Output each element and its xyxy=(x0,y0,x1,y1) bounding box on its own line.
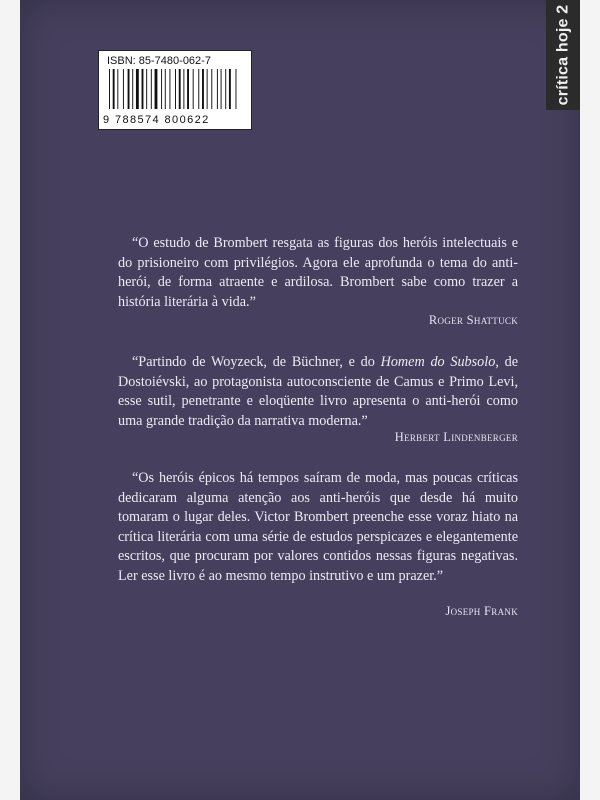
review-author-1: Roger Shattuck xyxy=(428,313,518,327)
ean-digits: 9 788574 800622 xyxy=(103,114,210,126)
review-author-2: Herbert Lindenberger xyxy=(394,430,518,444)
review-quote-3 xyxy=(118,469,518,586)
review-quote-text xyxy=(118,353,518,431)
review-quote-2 xyxy=(118,353,518,431)
review-author-3: Joseph Frank xyxy=(445,604,518,618)
quote-text-end: , de Dostoiévski, ao protagonista autoconsciente de Camus e Primo Levi, esse sutil, penetrante e eloqüente livro apresenta o anti-herói como uma grande tradição da narrativa moderna.” xyxy=(118,354,518,429)
review-quote-1 xyxy=(118,234,518,312)
isbn-text: ISBN: 85-7480-062-7 xyxy=(107,55,211,67)
review-quote-text: “O estudo de Brombert resgata as figuras dos heróis intelectuais e do prisioneiro com privilégios. Agora ele aprofunda o tema do anti-herói, de forma atraente e ardilosa. Brombert sabe como trazer a história literária à vida.” xyxy=(118,235,518,310)
quote-book-title: Homem do Subsolo xyxy=(380,354,496,370)
book-back-cover xyxy=(20,0,580,800)
barcode-bars xyxy=(107,69,241,109)
quote-text-start: “Partindo de Woyzeck, de Büchner, e do xyxy=(132,354,381,370)
series-label: crítica hoje 2 xyxy=(554,4,571,106)
review-quote-text: “Os heróis épicos há tempos saíram de moda, mas poucas críticas dedicaram alguma atenção aos anti-heróis que desde há muito tomaram o lugar deles. Victor Brombert preenche esse voraz hiato na crítica literária com uma série de estudos perspicazes e elegantemente escritos, que procuram por valores contidos nessas figuras negativas. Ler esse livro é ao mesmo tempo instrutivo e um prazer.” xyxy=(118,470,518,584)
barcode-label xyxy=(98,50,252,130)
series-tab xyxy=(546,0,580,110)
